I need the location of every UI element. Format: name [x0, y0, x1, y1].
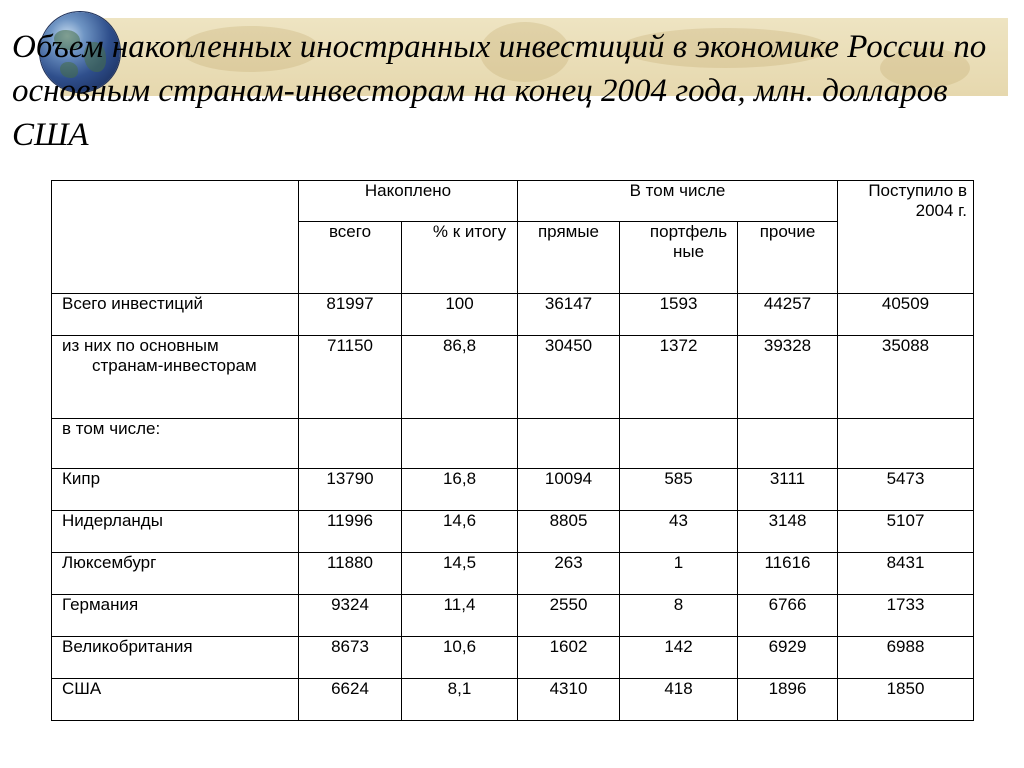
cell-received: 5107	[838, 511, 974, 553]
cell-other: 44257	[738, 294, 838, 336]
table-row	[52, 595, 974, 637]
cell-other: 6766	[738, 595, 838, 637]
cell-received: 40509	[838, 294, 974, 336]
table-row	[52, 637, 974, 679]
cell-direct: 8805	[518, 511, 620, 553]
header-percent: % к итогу	[402, 222, 518, 294]
cell-other: 1896	[738, 679, 838, 721]
cell-received: 5473	[838, 469, 974, 511]
cell-total: 11880	[299, 553, 402, 595]
table-row	[52, 469, 974, 511]
cell-portfolio: 43	[620, 511, 738, 553]
row-label: Великобритания	[52, 637, 299, 679]
cell-percent: 8,1	[402, 679, 518, 721]
cell-received: 35088	[838, 336, 974, 419]
row-label: Люксембург	[52, 553, 299, 595]
cell-total: 13790	[299, 469, 402, 511]
cell-total: 11996	[299, 511, 402, 553]
cell-percent	[402, 419, 518, 469]
table-row	[52, 679, 974, 721]
cell-portfolio: 585	[620, 469, 738, 511]
cell-percent: 11,4	[402, 595, 518, 637]
cell-portfolio: 1	[620, 553, 738, 595]
row-label: Германия	[52, 595, 299, 637]
cell-total: 71150	[299, 336, 402, 419]
cell-direct: 30450	[518, 336, 620, 419]
cell-portfolio: 418	[620, 679, 738, 721]
table-row	[52, 511, 974, 553]
table-row	[52, 419, 974, 469]
row-label: США	[52, 679, 299, 721]
page-title: Объем накопленных иностранных инвестиций в экономике России по основным странам-инвесторам на конец 2004 года, млн. долларов США	[12, 29, 987, 153]
cell-portfolio: 142	[620, 637, 738, 679]
cell-portfolio: 8	[620, 595, 738, 637]
cell-percent: 14,5	[402, 553, 518, 595]
row-label: Кипр	[52, 469, 299, 511]
cell-direct: 10094	[518, 469, 620, 511]
header-including: В том числе	[518, 181, 838, 222]
cell-total: 6624	[299, 679, 402, 721]
corner-cell	[52, 181, 299, 294]
cell-other: 3111	[738, 469, 838, 511]
row-label: из них по основным странам-инвесторам	[52, 336, 299, 419]
cell-other: 6929	[738, 637, 838, 679]
cell-percent: 100	[402, 294, 518, 336]
cell-total: 8673	[299, 637, 402, 679]
cell-portfolio	[620, 419, 738, 469]
cell-other: 11616	[738, 553, 838, 595]
cell-total	[299, 419, 402, 469]
cell-direct: 1602	[518, 637, 620, 679]
cell-percent: 16,8	[402, 469, 518, 511]
cell-direct: 263	[518, 553, 620, 595]
row-label: Нидерланды	[52, 511, 299, 553]
cell-direct	[518, 419, 620, 469]
row-label: Всего инвестиций	[52, 294, 299, 336]
cell-percent: 14,6	[402, 511, 518, 553]
header-total: всего	[299, 222, 402, 294]
cell-total: 9324	[299, 595, 402, 637]
table-row	[52, 294, 974, 336]
header-accumulated: Накоплено	[299, 181, 518, 222]
cell-percent: 10,6	[402, 637, 518, 679]
cell-direct: 36147	[518, 294, 620, 336]
header-received-2004: Поступило в 2004 г.	[838, 181, 974, 294]
investments-table	[51, 180, 974, 721]
cell-direct: 2550	[518, 595, 620, 637]
header-other: прочие	[738, 222, 838, 294]
cell-portfolio: 1593	[620, 294, 738, 336]
header-portfolio: портфель ные	[620, 222, 738, 294]
cell-percent: 86,8	[402, 336, 518, 419]
cell-other	[738, 419, 838, 469]
cell-received	[838, 419, 974, 469]
header-direct: прямые	[518, 222, 620, 294]
cell-received: 1733	[838, 595, 974, 637]
cell-received: 6988	[838, 637, 974, 679]
table-row	[52, 336, 974, 419]
cell-direct: 4310	[518, 679, 620, 721]
cell-portfolio: 1372	[620, 336, 738, 419]
cell-other: 3148	[738, 511, 838, 553]
cell-other: 39328	[738, 336, 838, 419]
table-row	[52, 553, 974, 595]
row-label: в том числе:	[52, 419, 299, 469]
cell-received: 8431	[838, 553, 974, 595]
cell-total: 81997	[299, 294, 402, 336]
cell-received: 1850	[838, 679, 974, 721]
